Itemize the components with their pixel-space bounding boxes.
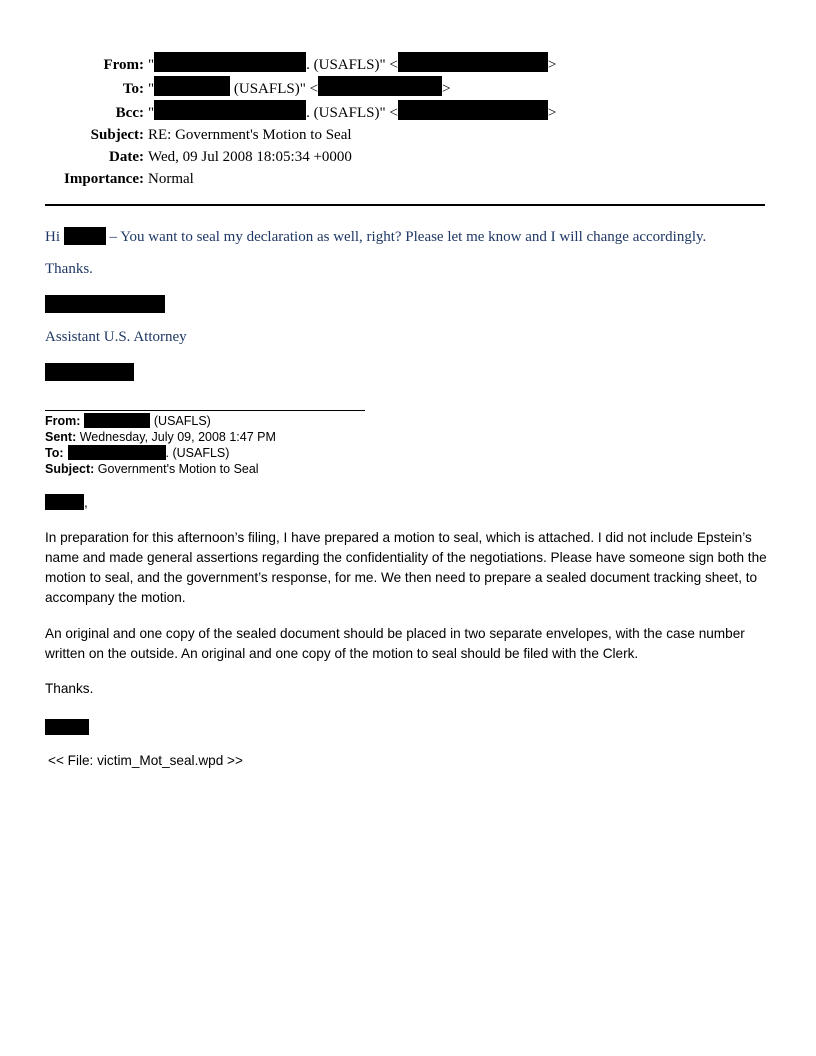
header-to-row [40, 76, 556, 100]
redaction-block [84, 413, 150, 428]
original-thanks: Thanks. [45, 681, 94, 696]
reply-greeting: Hi [45, 229, 60, 245]
header-date-row [40, 146, 556, 168]
original-subject-value: Government's Motion to Seal [94, 462, 259, 476]
reply-message-text: – You want to seal my declaration as well, right? Please let me know and I will change accordingly. [105, 229, 707, 245]
original-subject-label: Subject: [45, 462, 95, 476]
original-from-label: From: [45, 414, 81, 428]
header-importance-label: Importance: [64, 171, 144, 187]
redaction-block [318, 76, 442, 96]
redaction-block [398, 100, 548, 120]
redaction-block [154, 100, 306, 120]
header-subject-value: RE: Government's Motion to Seal [148, 127, 352, 143]
header-importance-row [40, 168, 556, 190]
redaction-block [45, 494, 84, 510]
original-from-row: From: (USAFLS) [45, 414, 211, 428]
header-date-label: Date: [109, 149, 144, 165]
header-importance-value: Normal [148, 171, 194, 187]
original-paragraph-1: In preparation for this afternoon’s filing, I have prepared a motion to seal, which is attached. I did not include Epstein’s name and made general assertions regarding the confidentiality of the negotiations. Please have someone sign both the motion to seal, and the government’s response, for me. We then need to prepare a sealed document tracking sheet, to accompany the motion. [45, 530, 767, 605]
redaction-block [64, 227, 106, 245]
original-sent-value: Wednesday, July 09, 2008 1:47 PM [76, 430, 276, 444]
original-sent-label: Sent: [45, 430, 77, 444]
reply-thanks: Thanks. [45, 261, 93, 277]
attachment-reference: << File: victim_Mot_seal.wpd >> [48, 753, 243, 768]
original-paragraph-2: An original and one copy of the sealed document should be placed in two separate envelopes, with the case number written on the outside. An original and one copy of the motion to seal should be filed with the Clerk. [45, 626, 745, 661]
header-bcc-label: Bcc: [115, 105, 144, 121]
signature-title: Assistant U.S. Attorney [45, 329, 187, 345]
original-salutation: , [45, 494, 88, 510]
header-divider [45, 204, 765, 206]
header-from-label: From: [103, 57, 144, 73]
header-subject-row [40, 124, 556, 146]
redaction-block [398, 52, 548, 72]
header-subject-label: Subject: [90, 127, 144, 143]
original-to-row: To: . (USAFLS) [45, 446, 230, 460]
signature-redaction [45, 363, 134, 381]
redaction-block [68, 445, 166, 460]
email-header [40, 52, 556, 190]
original-sent-row [45, 429, 276, 445]
header-from-value: " . (USAFLS)" < > [148, 52, 556, 76]
original-subject-row [45, 461, 276, 477]
header-to-value: " (USAFLS)" < > [148, 76, 451, 100]
header-bcc-value: " . (USAFLS)" < > [148, 100, 556, 124]
redaction-block [154, 76, 230, 96]
reply-message [45, 227, 706, 246]
redaction-block [154, 52, 306, 72]
original-message-divider [45, 410, 365, 411]
original-to-label: To: [45, 446, 64, 460]
header-bcc-row [40, 100, 556, 124]
header-to-label: To: [122, 81, 144, 97]
signature-redaction [45, 295, 165, 313]
header-from-row [40, 52, 556, 76]
sender-redaction [45, 719, 89, 735]
original-message-header [45, 413, 276, 477]
header-date-value: Wed, 09 Jul 2008 18:05:34 +0000 [148, 149, 352, 165]
